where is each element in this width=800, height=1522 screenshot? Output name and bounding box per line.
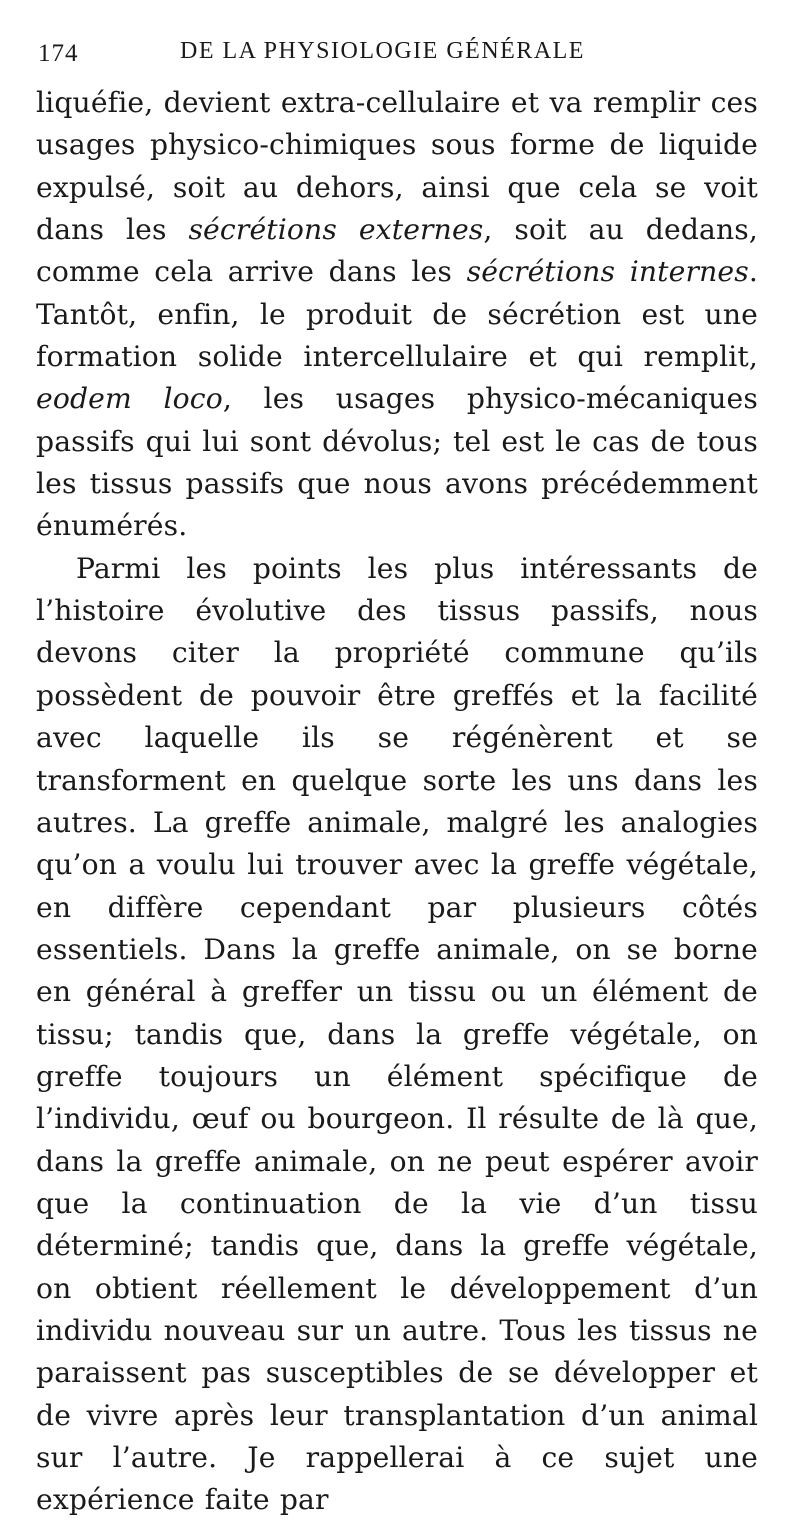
text-segment: . Tantôt, enfin, le produit de sécrétion est une formation solide intercellulaire et qui remplit, [36, 255, 758, 374]
text-segment: liquéfie, devient extra-cellulaire et va remplir ces usages physico-chimiques sous forme de liquide expulsé, soit au dehors, ainsi que cela se voit dans les [36, 86, 758, 247]
text-segment: , les usages physico-mécaniques passifs qui lui sont dévolus; tel est le cas de tous les tissus passifs que nous avons précédemment énumérés. [36, 382, 758, 543]
running-title: DE LA PHYSIOLOGIE GÉNÉRALE [180, 38, 585, 64]
body-text [36, 82, 758, 1522]
text-segment: Parmi les points les plus intéressants de l’histoire évolutive des tissus passifs, nous devons citer la propriété commune qu’ils possèdent de pouvoir être greffés et la facilité avec laquelle ils se régénèrent et se transforment en quelque sorte les uns dans les autres. La greffe animale, malgré les analogies qu’on a voulu lui trouver avec la greffe végétale, en diffère cependant par plusieurs côtés essentiels. Dans la greffe animale, on se borne en général à greffer un tissu ou un élément de tissu; tandis que, dans la greffe végétale, on greffe toujours un élément spécifique de l’individu, œuf ou bourgeon. Il résulte de là que, dans la greffe animale, on ne peut espérer avoir que la continuation de la vie d’un tissu déterminé; tandis que, dans la greffe végétale, on obtient réellement le développement d’un individu nouveau sur un autre. Tous les tissus ne paraissent pas susceptibles de se développer et de vivre après leur transplantation d’un animal sur l’autre. Je rappellerai à ce sujet une expérience faite par [36, 551, 758, 1517]
paragraph-1 [36, 82, 758, 548]
italic-term: sécrétions internes [466, 255, 749, 289]
page-header [38, 36, 758, 76]
text-segment: , soit au dedans, comme cela arrive dans les [36, 213, 758, 289]
page-number: 174 [38, 40, 79, 67]
italic-term: sécrétions externes [188, 213, 484, 247]
paragraph-2 [36, 548, 758, 1522]
italic-term: eodem loco [36, 382, 223, 416]
